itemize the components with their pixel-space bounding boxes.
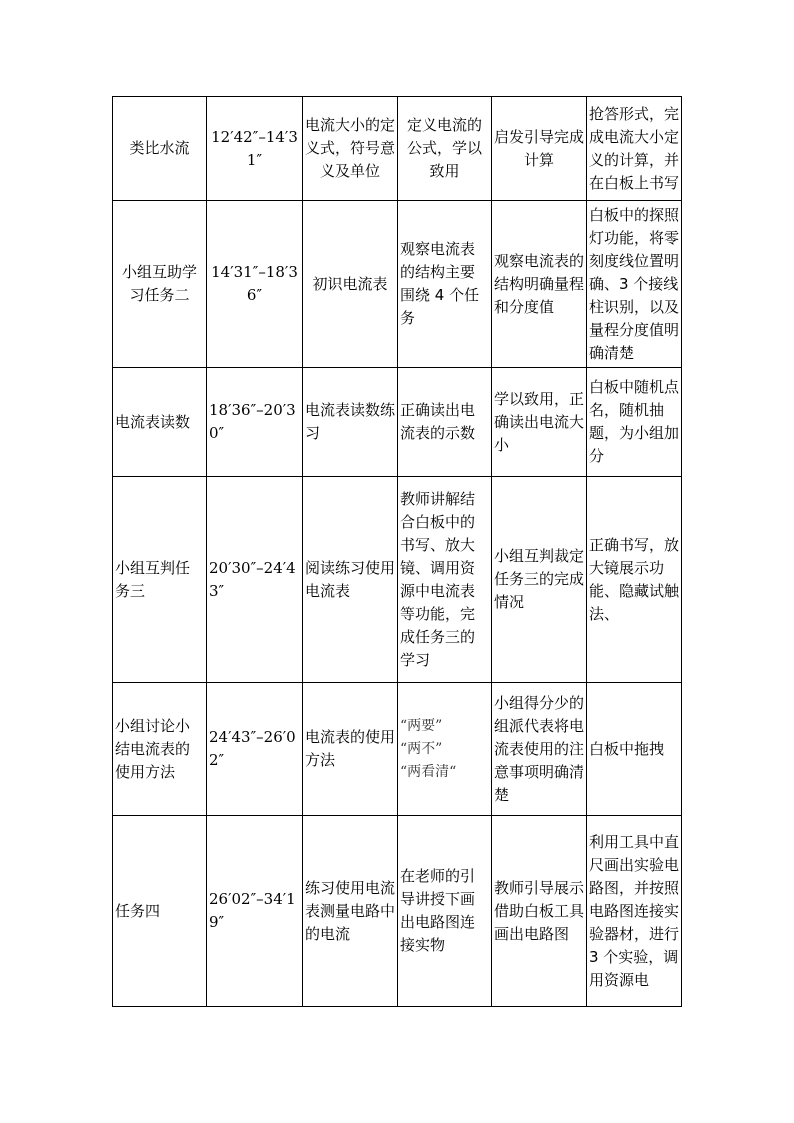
student-activity-cell: 正确读出电流表的示数: [398, 368, 492, 477]
student-activity-cell: 在老师的引导讲授下画出电路图连接实物: [398, 816, 492, 1007]
phase-cell: 小组互助学习任务二: [113, 201, 207, 368]
table-row: [113, 683, 682, 816]
phase-cell: 类比水流: [113, 97, 207, 201]
technology-cell: 白板中随机点名，随机抽题，为小组加分: [587, 368, 682, 477]
teacher-activity-cell: 学以致用，正确读出电流大小: [492, 368, 587, 477]
table-row: [113, 201, 682, 368]
table-row: [113, 477, 682, 683]
time-cell: 26′02″–34′19″: [207, 816, 303, 1007]
teacher-activity-cell: 启发引导完成计算: [492, 97, 587, 201]
time-cell: 14′31″–18′36″: [207, 201, 303, 368]
phase-cell: 小组讨论小结电流表的使用方法: [113, 683, 207, 816]
technology-cell: 抢答形式，完成电流大小定义的计算，并在白板上书写: [587, 97, 682, 201]
teacher-activity-cell: 小组互判裁定任务三的完成情况: [492, 477, 587, 683]
student-activity-cell: 观察电流表的结构主要围绕 4 个任务: [398, 201, 492, 368]
content-cell: 阅读练习使用电流表: [303, 477, 398, 683]
technology-cell: 正确书写，放大镜展示功能、隐藏试触法、: [587, 477, 682, 683]
content-cell: 电流表的使用方法: [303, 683, 398, 816]
technology-cell: 白板中的探照灯功能，将零刻度线位置明确、3 个接线柱识别，以及量程分度值明确清楚: [587, 201, 682, 368]
time-cell: 18′36″–20′30″: [207, 368, 303, 477]
content-cell: 电流表读数练习: [303, 368, 398, 477]
teacher-activity-cell: 教师引导展示借助白板工具画出电路图: [492, 816, 587, 1007]
phase-cell: 电流表读数: [113, 368, 207, 477]
student-activity-cell: 定义电流的公式，学以致用: [398, 97, 492, 201]
teacher-activity-cell: 小组得分少的组派代表将电流表使用的注意事项明确清楚: [492, 683, 587, 816]
table-row: [113, 816, 682, 1007]
content-cell: 电流大小的定义式，符号意义及单位: [303, 97, 398, 201]
quote-line: “两看清“: [400, 763, 457, 780]
content-cell: 初识电流表: [303, 201, 398, 368]
quote-line: “两要”: [400, 717, 443, 734]
table-row: [113, 368, 682, 477]
content-cell: 练习使用电流表测量电路中的电流: [303, 816, 398, 1007]
technology-cell: 白板中拖拽: [587, 683, 682, 816]
time-cell: 12′42″–14′31″: [207, 97, 303, 201]
technology-cell: 利用工具中直尺画出实验电路图，并按照电路图连接实验器材，进行 3 个实验，调用资源电: [587, 816, 682, 1007]
lesson-plan-table: [112, 96, 682, 1007]
time-cell: 20′30″–24′43″: [207, 477, 303, 683]
table-row: [113, 97, 682, 201]
student-activity-cell: 教师讲解结合白板中的书写、放大镜、调用资源中电流表等功能，完成任务三的学习: [398, 477, 492, 683]
teacher-activity-cell: 观察电流表的结构明确量程和分度值: [492, 201, 587, 368]
phase-cell: 任务四: [113, 816, 207, 1007]
quote-line: “两不”: [400, 740, 443, 757]
phase-cell: 小组互判任务三: [113, 477, 207, 683]
student-activity-cell: [398, 683, 492, 816]
time-cell: 24′43″–26′02″: [207, 683, 303, 816]
